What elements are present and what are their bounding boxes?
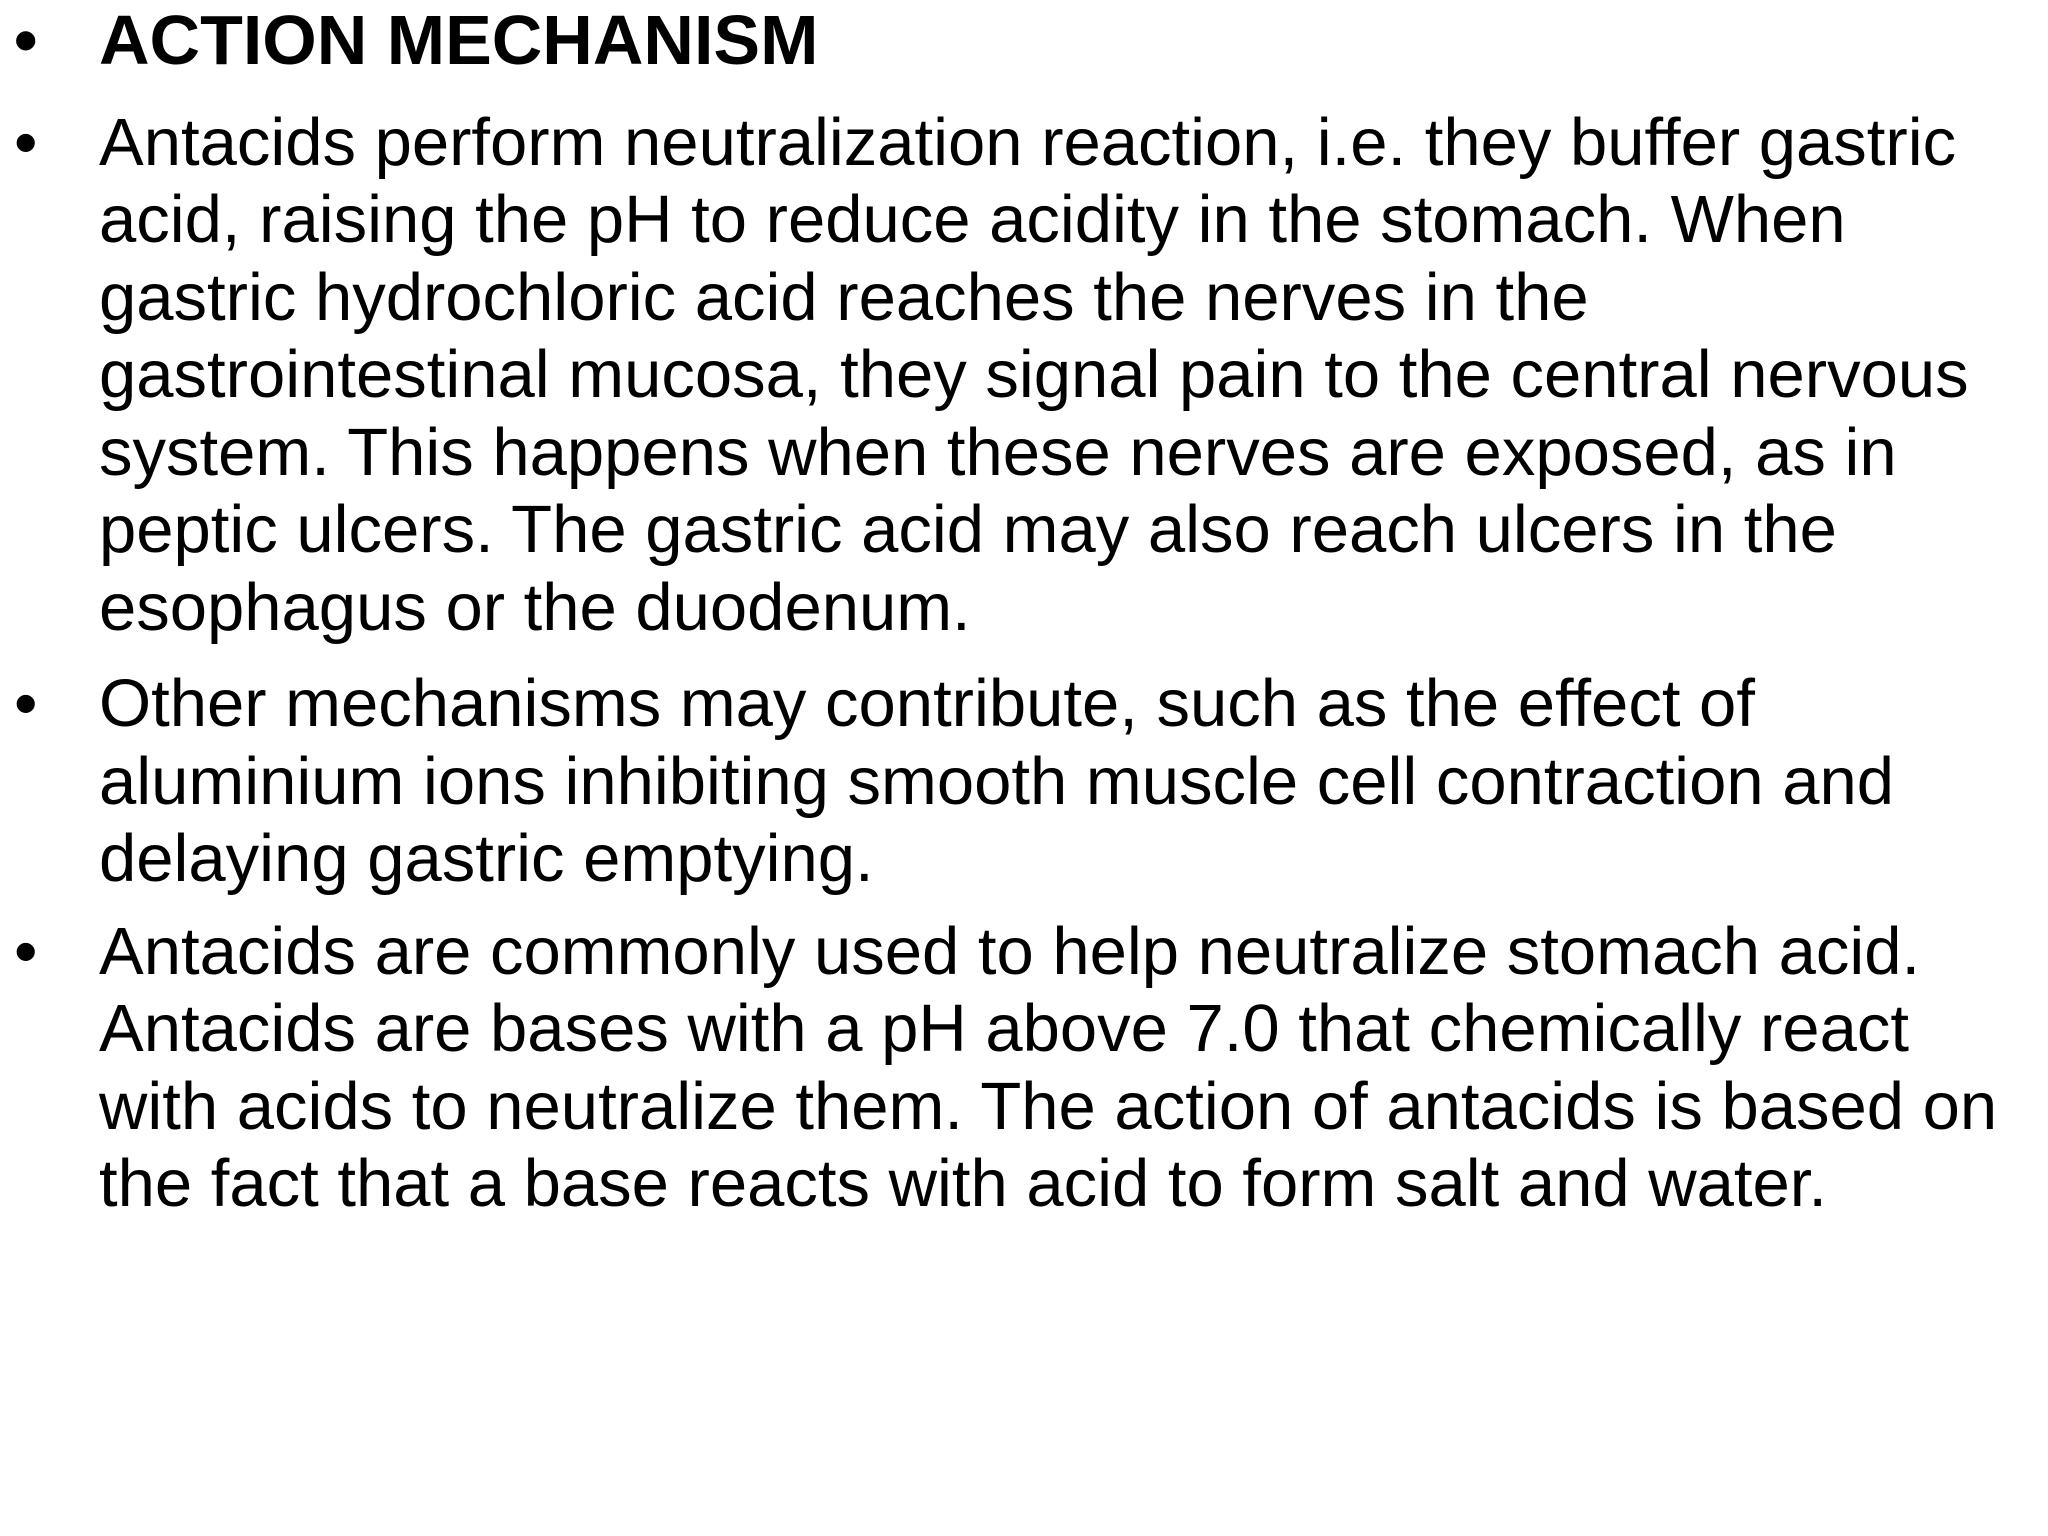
bullet-point: • (14, 666, 38, 741)
heading-item (0, 2, 2048, 80)
bullet-point: • (14, 104, 38, 180)
bullet-item-common-use (0, 913, 2048, 1223)
bullet-point: • (14, 913, 38, 989)
bullet-text: Other mechanisms may contribute, such as the effect of aluminium ions inhibiting smooth muscle cell contraction and delaying gastric emptying. (99, 666, 1894, 896)
bullet-text: Antacids are commonly used to help neutralize stomach acid. Antacids are bases with a pH above 7.0 that chemically react with acids to neutralize them. The action of antacids is based on the fact that a base reacts with acid to form salt and water. (99, 913, 1998, 1221)
bullet-point: • (14, 3, 38, 78)
bullet-text: Antacids perform neutralization reaction, i.e. they buffer gastric acid, raising the pH to reduce acidity in the stomach. When gastric hydrochloric acid reaches the nerves in the gastrointestinal mucosa, they signal pain to the central nervous system. This happens when these nerves are exposed, as in peptic ulcers. The gastric acid may also reach ulcers in the esophagus or the duodenum. (99, 104, 1969, 645)
slide-heading: ACTION MECHANISM (99, 1, 819, 79)
bullet-item-other-mechanisms (0, 665, 2048, 898)
bullet-item-neutralization (0, 104, 2048, 647)
